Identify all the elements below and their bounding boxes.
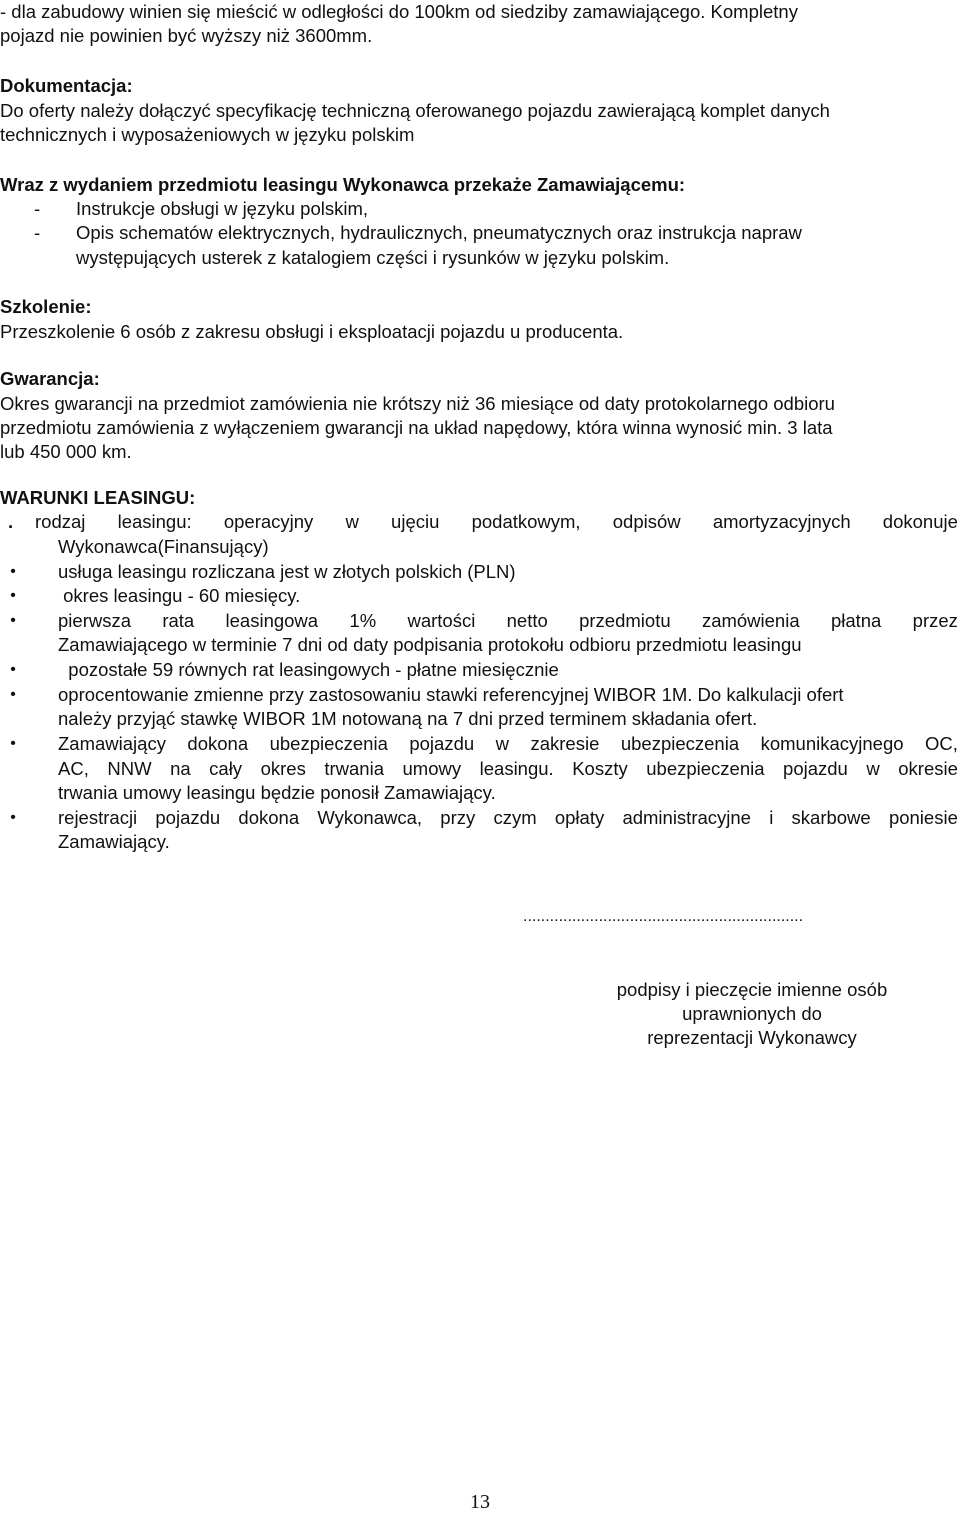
word: pojazdu (409, 733, 475, 754)
bullet-icon: • (10, 587, 16, 604)
signature-line-1: podpisy i pieczęcie imienne osób (616, 979, 888, 1000)
warunki-bullet-6-line-1 (58, 732, 958, 756)
warunki-bullet-7-line-1 (58, 806, 958, 830)
word: Wykonawca, (317, 807, 423, 828)
word: podatkowym, (471, 511, 581, 532)
warunki-first-line-1 (35, 510, 958, 534)
bullet-icon: • (10, 809, 16, 826)
word: administracyjne (622, 807, 751, 828)
word: rata (162, 610, 195, 631)
dokumentacja-line-2: technicznych i wyposażeniowych w języku polskim (0, 124, 415, 145)
page-number: 13 (470, 1491, 490, 1513)
signature-line-3: reprezentacji Wykonawcy (647, 1027, 857, 1048)
word: netto (506, 610, 548, 631)
word: przedmiotu (579, 610, 671, 631)
word: cały (209, 758, 243, 779)
warunki-bullet-5-line-1: oprocentowanie zmienne przy zastosowaniu stawki referencyjnej WIBOR 1M. Do kalkulacji ofert (58, 684, 844, 705)
word: operacyjny (223, 511, 314, 532)
wydanie-heading: Wraz z wydaniem przedmiotu leasingu Wykonawca przekaże Zamawiającemu: (0, 174, 686, 195)
dokumentacja-heading: Dokumentacja: (0, 75, 133, 96)
bullet-icon: • (10, 735, 16, 752)
warunki-heading: WARUNKI LEASINGU: (0, 487, 196, 508)
word: opłaty (554, 807, 605, 828)
word: leasingu: (117, 511, 192, 532)
word: płatna (830, 610, 882, 631)
word: zakresie (530, 733, 600, 754)
warunki-bullet-6-line-3: trwania umowy leasingu będzie ponosił Zamawiający. (58, 782, 496, 803)
gwarancja-heading: Gwarancja: (0, 368, 100, 389)
gwarancja-line-2: przedmiotu zamówienia z wyłączeniem gwarancji na układ napędowy, która winna wynosić min. 3 lata (0, 417, 833, 438)
wydanie-item-2-line-2: występujących usterek z katalogiem części i rysunków w języku polskim. (76, 247, 670, 268)
word: czym (493, 807, 537, 828)
word: NNW (107, 758, 152, 779)
warunki-bullet-6-line-2 (58, 757, 958, 781)
word: przy (440, 807, 476, 828)
word: skarbowe (791, 807, 871, 828)
intro-line-2: pojazd nie powinien być wyższy niż 3600mm. (0, 25, 373, 46)
word: wartości (407, 610, 476, 631)
word: w (866, 758, 880, 779)
word: odpisów (612, 511, 681, 532)
szkolenie-text: Przeszkolenie 6 osób z zakresu obsługi i eksploatacji pojazdu u producenta. (0, 321, 624, 342)
warunki-first-line-2: Wykonawca(Finansujący) (58, 536, 269, 557)
word: AC, (58, 758, 89, 779)
wydanie-item-1-text: Instrukcje obsługi w języku polskim, (76, 198, 368, 219)
word: i (769, 807, 774, 828)
warunki-bullet-3-line-2: Zamawiającego w terminie 7 dni od daty podpisania protokołu odbioru przedmiotu leasingu (58, 634, 802, 655)
word: rodzaj (35, 511, 86, 532)
word: leasingowa (225, 610, 319, 631)
word: dokonuje (882, 511, 958, 532)
szkolenie-heading: Szkolenie: (0, 296, 92, 317)
word: pojazdu (155, 807, 221, 828)
word: w (495, 733, 509, 754)
warunki-bullet-1: usługa leasingu rozliczana jest w złotych polskich (PLN) (58, 561, 516, 582)
warunki-bullet-5-line-2: należy przyjąć stawkę WIBOR 1M notowaną na 7 dni przed terminem składania ofert. (58, 708, 758, 729)
word: ujęciu (391, 511, 440, 532)
word: umowy (402, 758, 462, 779)
wydanie-item-2-dash: - (34, 222, 41, 243)
word: OC, (925, 733, 958, 754)
word: Zamawiający (58, 733, 166, 754)
word: na (170, 758, 191, 779)
word: amortyzacyjnych (712, 511, 851, 532)
gwarancja-line-1: Okres gwarancji na przedmiot zamówienia nie krótszy niż 36 miesiące od daty protokolarnego odbioru (0, 393, 835, 414)
word: leasingu. (479, 758, 554, 779)
bullet-icon: • (10, 612, 16, 629)
word: 1% (349, 610, 377, 631)
word: okresie (898, 758, 958, 779)
warunki-bullet-7-line-2: Zamawiający. (58, 831, 170, 852)
word: zamówienia (701, 610, 800, 631)
word: dokona (238, 807, 300, 828)
word: trwania (324, 758, 384, 779)
word: rejestracji (58, 807, 138, 828)
word: w (345, 511, 359, 532)
word: pierwsza (58, 610, 131, 631)
warunki-bullet-2: okres leasingu - 60 miesięcy. (58, 585, 301, 606)
bullet-icon: • (10, 686, 16, 703)
intro-line-1: - dla zabudowy winien się mieścić w odległości do 100km od siedziby zamawiającego. Kompletny (0, 1, 798, 22)
wydanie-item-1-dash: - (34, 198, 41, 219)
word: ubezpieczenia (646, 758, 765, 779)
warunki-bullet-4: pozostałe 59 równych rat leasingowych - płatne miesięcznie (58, 659, 559, 680)
word: ubezpieczenia (269, 733, 388, 754)
word: komunikacyjnego (760, 733, 904, 754)
signature-line-2: uprawnionych do (682, 1003, 822, 1024)
wydanie-item-2-line-1: Opis schematów elektrycznych, hydraulicznych, pneumatycznych oraz instrukcja napraw (76, 222, 802, 243)
warunki-first-marker: . (8, 511, 14, 532)
bullet-icon: • (10, 563, 16, 580)
word: okres (260, 758, 306, 779)
word: dokona (187, 733, 249, 754)
warunki-bullet-3-line-1 (58, 609, 958, 633)
word: poniesie (888, 807, 958, 828)
word: ubezpieczenia (620, 733, 740, 754)
word: pojazdu (783, 758, 848, 779)
dokumentacja-line-1: Do oferty należy dołączyć specyfikację techniczną oferowanego pojazdu zawierającą komplet danych (0, 100, 830, 121)
bullet-icon: • (10, 661, 16, 678)
gwarancja-line-3: lub 450 000 km. (0, 441, 132, 462)
signature-dots: ............................................................... (523, 908, 804, 925)
word: przez (912, 610, 958, 631)
word: Koszty (572, 758, 628, 779)
